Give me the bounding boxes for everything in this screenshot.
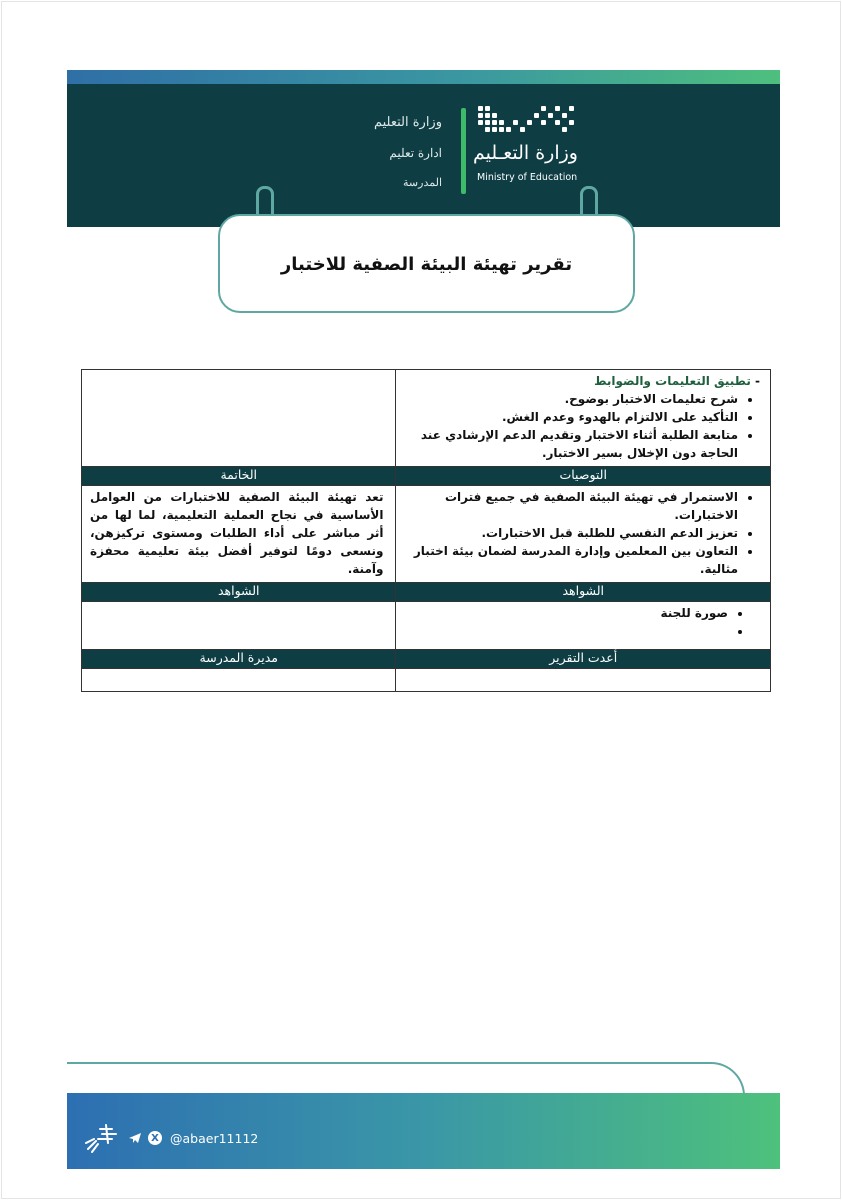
list-item: • صورة للجنة xyxy=(408,604,728,622)
instructions-row xyxy=(82,370,771,467)
header-gradient-strip xyxy=(67,70,780,84)
signature-header-row xyxy=(82,650,771,669)
telegram-icon xyxy=(128,1131,142,1145)
recommendations-cell xyxy=(396,486,771,583)
ministry-label: وزارة التعليم xyxy=(373,115,442,130)
instructions-heading: - تطبيق التعليمات والضوابط xyxy=(594,374,760,388)
evidence-row xyxy=(82,602,771,650)
logo-dots-icon xyxy=(473,100,581,140)
prepared-by-header: أعدت التقرير xyxy=(396,650,771,669)
instructions-list xyxy=(408,390,760,462)
recommendations-header: التوصيات xyxy=(396,467,771,486)
header-info xyxy=(330,108,442,198)
evidence-cell-right xyxy=(396,602,771,650)
empty-cell xyxy=(82,370,396,467)
administration-label: ادارة تعليم xyxy=(389,146,442,160)
section-header-row xyxy=(82,467,771,486)
list-item: • التأكيد على الالتزام بالهدوء وعدم الغش. xyxy=(408,408,738,426)
list-item: • شرح تعليمات الاختبار بوضوح. xyxy=(408,390,738,408)
conclusion-header: الخاتمة xyxy=(82,467,396,486)
header-divider xyxy=(461,108,466,194)
ministry-logo xyxy=(473,100,581,186)
report-table xyxy=(81,369,771,692)
evidence-header-right: الشواهد xyxy=(396,583,771,602)
evidence-list xyxy=(408,604,760,640)
evidence-cell-left xyxy=(82,602,396,650)
instructions-cell xyxy=(396,370,771,467)
footer-social xyxy=(82,1126,258,1150)
recommendations-conclusion-row xyxy=(82,486,771,583)
list-item xyxy=(408,622,728,640)
footer-handle: @abaer11112 xyxy=(170,1130,259,1146)
principal-header: مديرة المدرسة xyxy=(82,650,396,669)
recommendations-list xyxy=(408,488,760,578)
list-item: • متابعة الطلبة أثناء الاختبار وتقديم الدعم الإرشادي عند الحاجة دون الإخلال بسير الاختبار. xyxy=(408,426,738,462)
logo-arabic-text: وزارة التعـليم xyxy=(472,142,578,164)
list-item: • الاستمرار في تهيئة البيئة الصفية في جميع فترات الاختبارات. xyxy=(408,488,738,524)
title-card xyxy=(218,214,635,313)
signature-row xyxy=(82,669,771,692)
evidence-header-left: الشواهد xyxy=(82,583,396,602)
list-item: • تعزيز الدعم النفسي للطلبة قبل الاختبارات. xyxy=(408,524,738,542)
evidence-header-row xyxy=(82,583,771,602)
school-label: المدرسة xyxy=(403,176,442,189)
x-icon: X xyxy=(148,1131,162,1145)
list-item: • التعاون بين المعلمين وإدارة المدرسة لضمان بيئة اختبار مثالية. xyxy=(408,542,738,578)
logo-english-text: Ministry of Education xyxy=(477,172,578,183)
principal-cell xyxy=(82,669,396,692)
report-title: تقرير تهيئة البيئة الصفية للاختبار xyxy=(280,254,573,275)
conclusion-text: تعد تهيئة البيئة الصفية للاختبارات من العوامل الأساسية في نجاح العملية التعليمية، لما لها من أثر مباشر على أداء الطلبات ومستوى تركيزهن، ونسعى دومًا لتوفير أفضل بيئة تعليمية محفزة وآمنة. xyxy=(82,486,396,583)
prepared-by-cell xyxy=(396,669,771,692)
sparkle-logo-icon xyxy=(82,1121,122,1155)
